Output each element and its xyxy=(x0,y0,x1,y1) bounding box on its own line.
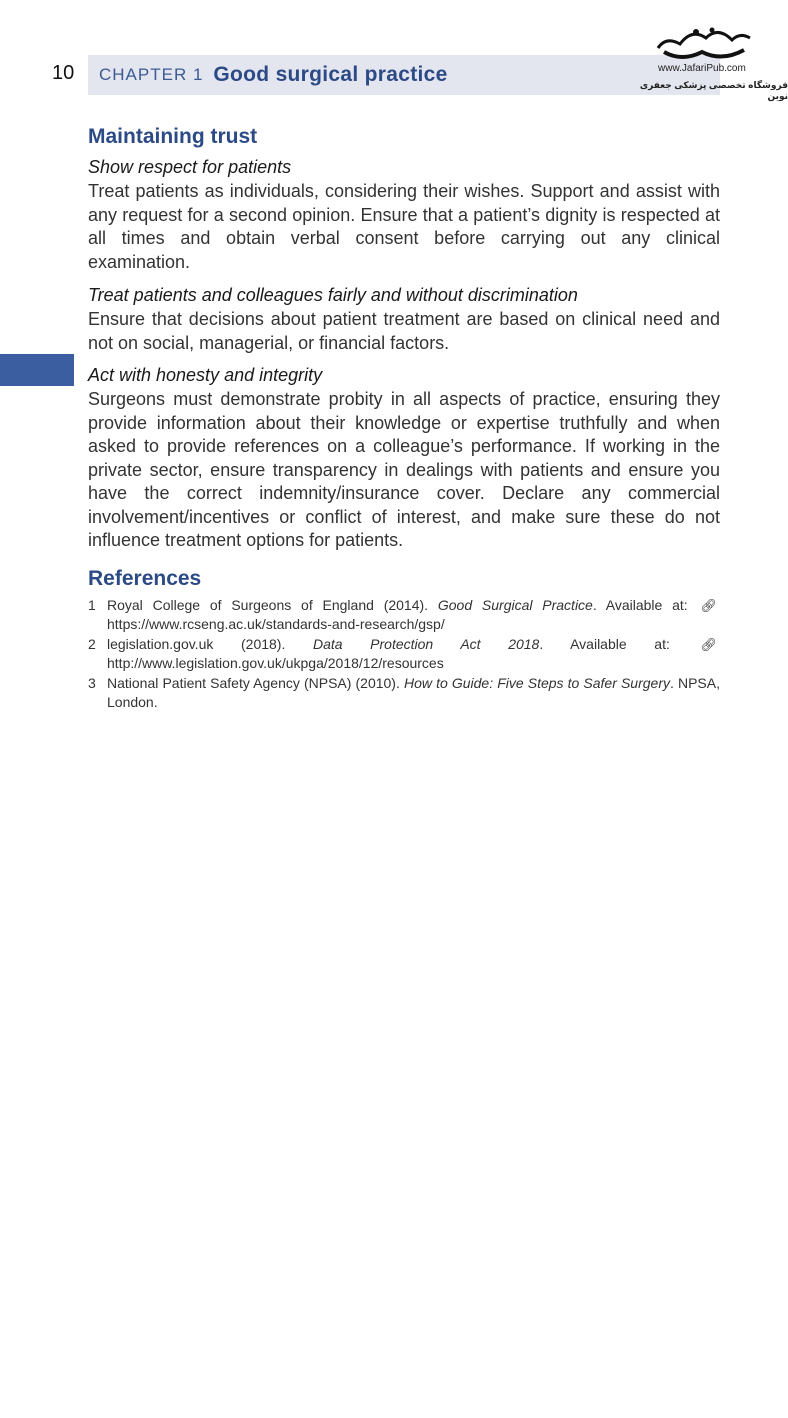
link-icon: 🔗︎ xyxy=(700,636,717,652)
reference-url[interactable]: http://www.legislation.gov.uk/ukpga/2018/12/resources xyxy=(107,655,444,671)
link-icon: 🔗︎ xyxy=(700,597,718,613)
references-list xyxy=(88,596,720,713)
section-title: Maintaining trust xyxy=(88,125,258,148)
reference-number: 2 xyxy=(88,635,96,652)
reference-item xyxy=(88,635,720,674)
reference-text: National Patient Safety Agency (NPSA) (2010). How to Guide: Five Steps to Safer Surgery. NPSA, London. xyxy=(107,674,721,710)
subsection-heading: Show respect for patients xyxy=(88,157,292,177)
subsection-heading: Treat patients and colleagues fairly and without discrimination xyxy=(88,285,578,305)
reference-number: 1 xyxy=(88,596,96,613)
reference-number: 3 xyxy=(88,674,96,691)
reference-text: Royal College of Surgeons of England (2014). Good Surgical Practice. Available at: 🔗︎https://www.rcseng.ac.uk/standards-and-research/gsp/ xyxy=(107,596,718,632)
reference-item xyxy=(88,596,720,635)
reference-text: legislation.gov.uk (2018). Data Protection Act 2018. Available at: 🔗︎http://www.legislation.gov.uk/ukpga/2018/12/resources xyxy=(107,635,717,671)
chapter-title: Good surgical practice xyxy=(213,63,448,86)
references-title: References xyxy=(88,566,202,590)
chapter-label: CHAPTER 1 xyxy=(99,65,204,84)
watermark-url: www.JafariPub.com xyxy=(658,63,746,74)
subsection-heading: Act with honesty and integrity xyxy=(88,365,323,385)
watermark-persian: فروشگاه تخصصی پزشکی جعفری نوین xyxy=(639,80,788,101)
subsection-body: Surgeons must demonstrate probity in all aspects of practice, ensuring they provide information about their knowledge or expertise truthfully and when asked to provide references on a colleague’s performance. If working in the private sector, ensure transparency in dealings with patients and ensure you have the correct indemnity/insurance cover. Declare any commercial involvement/incentives or conflict of interest, and make sure these do not influence treatment options for patients. xyxy=(88,389,720,550)
subsection-body: Ensure that decisions about patient treatment are based on clinical need and not on social, managerial, or financial factors. xyxy=(88,309,720,353)
reference-item xyxy=(88,674,720,713)
page-content xyxy=(88,122,720,713)
subsection-body: Treat patients as individuals, considering their wishes. Support and assist with any request for a second opinion. Ensure that a patient’s dignity is respected at all times and obtain verbal consent before carrying out any clinical examination. xyxy=(88,181,720,272)
chapter-side-tab xyxy=(0,354,74,386)
reference-url[interactable]: https://www.rcseng.ac.uk/standards-and-research/gsp/ xyxy=(107,616,445,632)
page-number: 10 xyxy=(52,62,75,84)
chapter-header xyxy=(88,55,720,95)
